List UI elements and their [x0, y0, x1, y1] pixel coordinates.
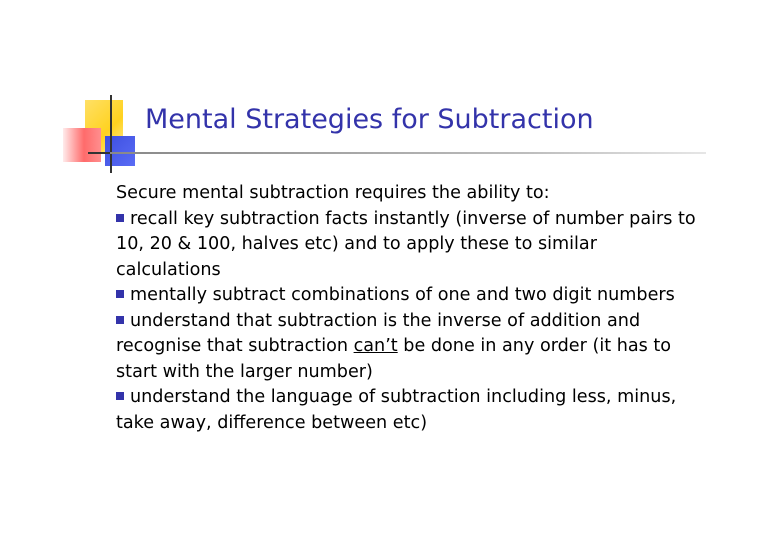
red-block [63, 128, 101, 162]
bullet-text-3-before: understand that subtraction is the inverse of addition and recognise that subtraction [116, 310, 641, 356]
bullet-text-1: recall key subtraction facts instantly (inverse of number pairs to 10, 20 & 100, halves etc) and to apply these to similar calculations [116, 208, 696, 280]
bullet-text-3-underlined: can’t [353, 336, 398, 356]
bullet-item-4 [116, 385, 696, 436]
bullet-item-1 [116, 207, 696, 284]
bullet-text-3-after: be done in any order (it has to start with the larger number) [116, 336, 672, 382]
title-underline-rule [110, 152, 706, 154]
bullet-item-2 [116, 283, 696, 309]
square-bullet-icon [116, 290, 124, 298]
slide-body [116, 181, 696, 436]
intro-text: Secure mental subtraction requires the ability to: [116, 183, 550, 203]
square-bullet-icon [116, 316, 124, 324]
bullet-text-2: mentally subtract combinations of one and two digit numbers [130, 285, 675, 305]
square-bullet-icon [116, 214, 124, 222]
slide-title: Mental Strategies for Subtraction [145, 104, 594, 135]
bullet-text-4: understand the language of subtraction including less, minus, take away, difference between etc) [116, 387, 677, 433]
square-bullet-icon [116, 392, 124, 400]
logo-vertical-line [110, 95, 112, 173]
bullet-item-3 [116, 309, 696, 386]
